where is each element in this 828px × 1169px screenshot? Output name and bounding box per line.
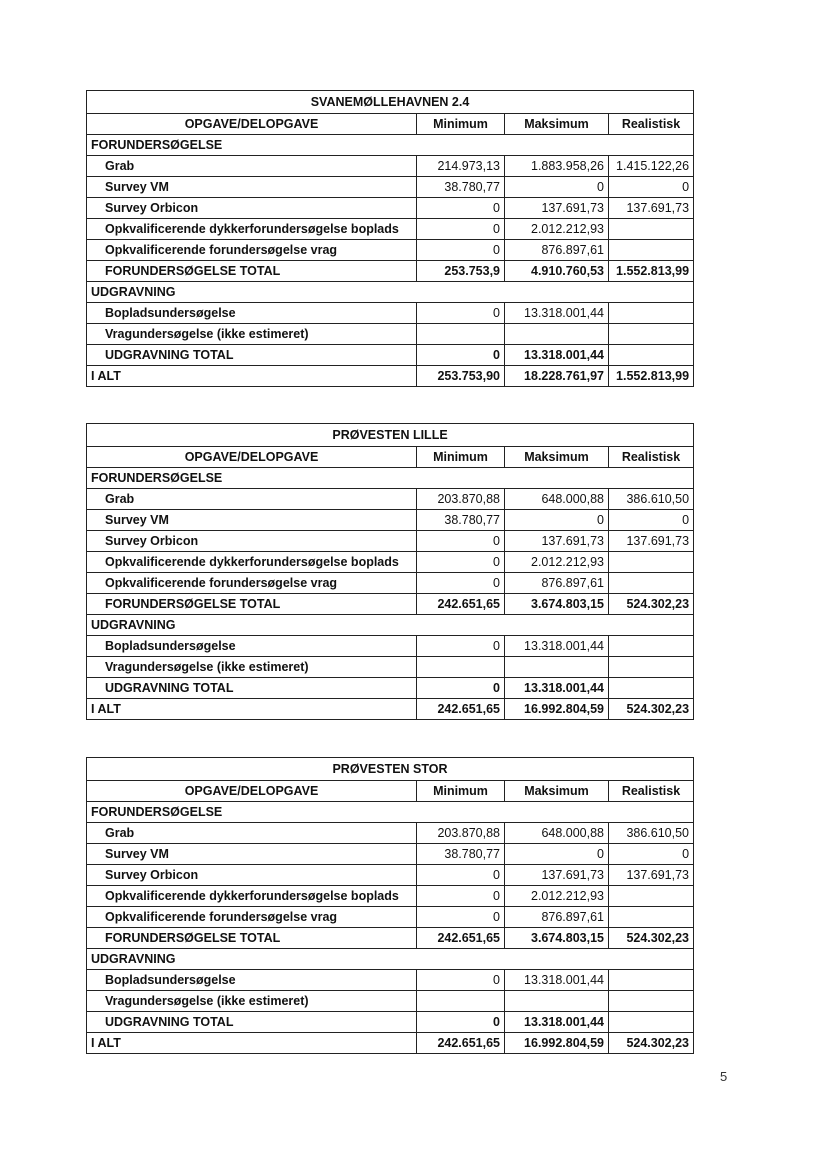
- header-maximum: Maksimum: [505, 781, 609, 802]
- table-title: PRØVESTEN LILLE: [87, 424, 694, 447]
- cost-table-provesten-lille: [86, 423, 694, 720]
- section-udgravning: UDGRAVNING: [87, 949, 694, 970]
- table-row-total: UDGRAVNING TOTAL 0 13.318.001,44: [87, 1012, 694, 1033]
- table-row: Survey Orbicon 0 137.691,73 137.691,73: [87, 531, 694, 552]
- header-task: OPGAVE/DELOPGAVE: [87, 114, 417, 135]
- header-task: OPGAVE/DELOPGAVE: [87, 447, 417, 468]
- table-row: Survey Orbicon 0 137.691,73 137.691,73: [87, 198, 694, 219]
- table-row-total: FORUNDERSØGELSE TOTAL 242.651,65 3.674.803,15 524.302,23: [87, 928, 694, 949]
- table-row: Opkvalificerende forundersøgelse vrag 0 876.897,61: [87, 573, 694, 594]
- header-minimum: Minimum: [417, 114, 505, 135]
- header-realistic: Realistisk: [609, 447, 694, 468]
- table-row: Bopladsundersøgelse 0 13.318.001,44: [87, 636, 694, 657]
- table-row-total: UDGRAVNING TOTAL 0 13.318.001,44: [87, 345, 694, 366]
- table-row: Grab 203.870,88 648.000,88 386.610,50: [87, 823, 694, 844]
- table-row: Vragundersøgelse (ikke estimeret): [87, 324, 694, 345]
- table-row-total: FORUNDERSØGELSE TOTAL 253.753,9 4.910.760,53 1.552.813,99: [87, 261, 694, 282]
- table-title: PRØVESTEN STOR: [87, 758, 694, 781]
- header-realistic: Realistisk: [609, 781, 694, 802]
- table-row: Opkvalificerende forundersøgelse vrag 0 876.897,61: [87, 907, 694, 928]
- table-row: Survey VM 38.780,77 0 0: [87, 844, 694, 865]
- table-row-total: UDGRAVNING TOTAL 0 13.318.001,44: [87, 678, 694, 699]
- table-row: Opkvalificerende forundersøgelse vrag 0 876.897,61: [87, 240, 694, 261]
- section-forundersogelse: FORUNDERSØGELSE: [87, 468, 694, 489]
- header-minimum: Minimum: [417, 447, 505, 468]
- section-udgravning: UDGRAVNING: [87, 282, 694, 303]
- cost-table-svanemollehavnen: [86, 90, 694, 387]
- table-row: Grab 203.870,88 648.000,88 386.610,50: [87, 489, 694, 510]
- table-row: Survey VM 38.780,77 0 0: [87, 510, 694, 531]
- table-row: Vragundersøgelse (ikke estimeret): [87, 657, 694, 678]
- table-row-grand-total: I ALT 242.651,65 16.992.804,59 524.302,23: [87, 699, 694, 720]
- table-row: Bopladsundersøgelse 0 13.318.001,44: [87, 303, 694, 324]
- table-row: Opkvalificerende dykkerforundersøgelse boplads 0 2.012.212,93: [87, 552, 694, 573]
- section-forundersogelse: FORUNDERSØGELSE: [87, 135, 694, 156]
- section-udgravning: UDGRAVNING: [87, 615, 694, 636]
- table-row: Vragundersøgelse (ikke estimeret): [87, 991, 694, 1012]
- table-row: Bopladsundersøgelse 0 13.318.001,44: [87, 970, 694, 991]
- header-maximum: Maksimum: [505, 447, 609, 468]
- table-row: Survey Orbicon 0 137.691,73 137.691,73: [87, 865, 694, 886]
- table-row-grand-total: I ALT 253.753,90 18.228.761,97 1.552.813,99: [87, 366, 694, 387]
- header-task: OPGAVE/DELOPGAVE: [87, 781, 417, 802]
- table-title: SVANEMØLLEHAVNEN 2.4: [87, 91, 694, 114]
- page-number: 5: [720, 1069, 728, 1084]
- table-row: Survey VM 38.780,77 0 0: [87, 177, 694, 198]
- header-maximum: Maksimum: [505, 114, 609, 135]
- section-forundersogelse: FORUNDERSØGELSE: [87, 802, 694, 823]
- table-row: Grab 214.973,13 1.883.958,26 1.415.122,26: [87, 156, 694, 177]
- header-minimum: Minimum: [417, 781, 505, 802]
- cost-table-provesten-stor: [86, 757, 694, 1054]
- header-realistic: Realistisk: [609, 114, 694, 135]
- table-row-total: FORUNDERSØGELSE TOTAL 242.651,65 3.674.803,15 524.302,23: [87, 594, 694, 615]
- table-row: Opkvalificerende dykkerforundersøgelse boplads 0 2.012.212,93: [87, 886, 694, 907]
- table-row-grand-total: I ALT 242.651,65 16.992.804,59 524.302,23: [87, 1033, 694, 1054]
- table-row: Opkvalificerende dykkerforundersøgelse boplads 0 2.012.212,93: [87, 219, 694, 240]
